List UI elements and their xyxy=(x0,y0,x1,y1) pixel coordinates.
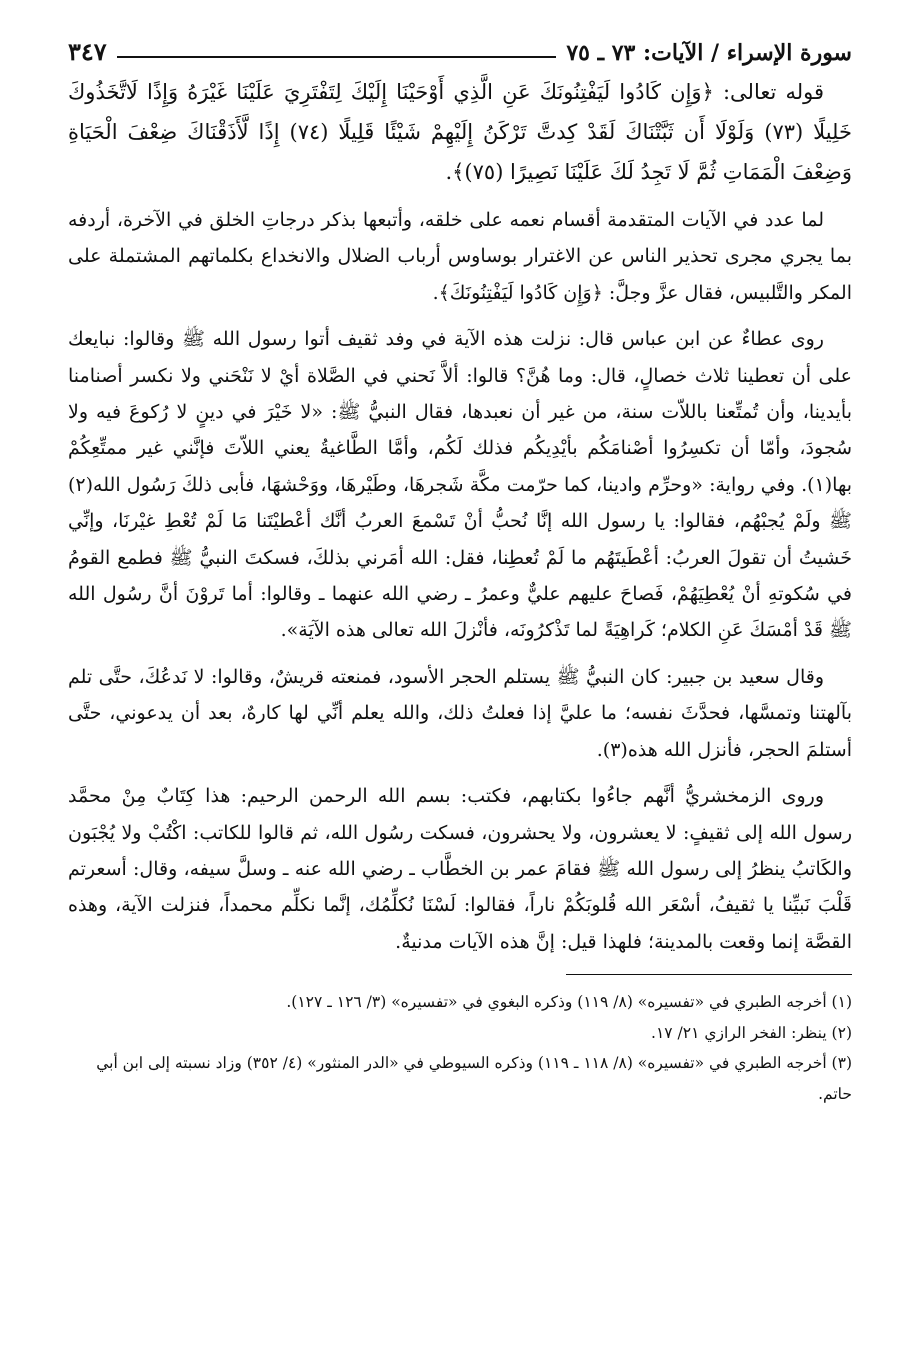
footnotes xyxy=(68,974,852,1109)
running-title: سورة الإسراء / الآيات: ٧٣ ـ ٧٥ xyxy=(566,40,852,66)
page-body xyxy=(68,72,852,960)
page-number: ٣٤٧ xyxy=(68,37,107,66)
body-paragraph: روى عطاءٌ عن ابن عباس قال: نزلت هذه الآية في وفد ثقيف أتوا رسول الله ﷺ وقالوا: نبايعك على أن تعطينا ثلاث خصالٍ، قال: وما هُنَّ؟ قالوا: ألاَّ نَحني في الصَّلاة أيْ لا نَنْحَني ولا نكسر أصنامنا بأيدينا، وأن تُمتِّعنا باللاّت سنة، من غير أن نعبدها، فقال النبيُّ ﷺ: «لا خَيْرَ في دينٍ لا رُكوعَ فيه ولا سُجودَ، وأمّا أن تكسِرُوا أصْنامَكُم بأيْدِيكُم فذلك لَكُم، وأمَّا الطَّاغيةُ يعني اللاّتَ فإنَّني غير ممتِّعِكُمْ بها(١). وفي رواية: «وحرِّم وادينا، كما حرّمت مكَّة شَجرهَا، وطَيْرهَا، ووَحْشهَا، فأبى ذلكَ رَسُول الله(٢) ﷺ ولَمْ يُجبْهُم، فقالوا: يا رسول الله إنَّا نُحبُّ أنْ تَسْمعَ العربُ أنَّك أعْطيْتَنا مَا لَمْ تُعْطِ غيْرنَا، وإنِّي خَشيتُ أن تقولَ العربُ: أعْطَيتَهُم ما لَمْ تُعطِنا، فقل: الله أمَرني بذلكَ، فسكتَ النبيُّ ﷺ فطمع القومُ في سُكوتهِ أنْ يُعْطِيَهُمْ، فَصاحَ عليهم عليٌّ وعمرُ ـ رضي الله عنهما ـ وقالوا: أما تَروْنَ أنَّ رسُول الله ﷺ قَدْ أمْسَكَ عَنِ الكلام؛ كَراهِيَةً لما تَذْكرُونَه، فأنْزلَ الله تعالى هذه الآيَة». xyxy=(68,328,852,642)
footnote: (٣) أخرجه الطبري في «تفسيره» (٨/ ١١٨ ـ ١١٩) وذكره السيوطي في «الدر المنثور» (٤/ ٣٥٢) وزاد نسبته إلى ابن أبي حاتم. xyxy=(96,1054,852,1103)
body-paragraph: لما عدد في الآيات المتقدمة أقسام نعمه على خلقه، وأتبعها بذكر درجاتِ الخلق في الآخرة، أردفه بما يجري مجرى تحذير الناس عن الاغترار بوساوس أرباب الضلال والانخداع بكلماتهم المشتملة على المكر والتَّلبيس، فقال عزَّ وجلَّ: ﴿وَإِن كَادُوا لَيَفْتِنُونَكَ﴾. xyxy=(68,209,852,304)
header-rule xyxy=(117,56,557,58)
body-paragraph: وروى الزمخشريُّ أنَّهم جاءُوا بكتابهم، فكتب: بسم الله الرحمن الرحيم: هذا كِتَابٌ مِنْ محمَّد رسول الله إلى ثقيفٍ: لا يعشرون، ولا يحشرون، فسكت رسُول الله، ثم قالوا للكاتب: اكْتُبْ ولا يُجْبَون والكَاتبُ ينظرُ إلى رسول الله ﷺ فقامَ عمر بن الخطَّاب ـ رضي الله عنه ـ وسلَّ سيفه، وقال: أسعرتم قَلْبَ نَبيِّنا يا ثقيفُ، أسْعَر الله قُلوبَكُمْ ناراً، فقالوا: لَسْنَا نُكلِّمُك، إنَّما نكلِّم محمداً، فنزلت الآية، وهذه القصَّة إنما وقعت بالمدينة؛ فلهذا قيل: إنَّ هذه الآيات مدنيةٌ. xyxy=(68,785,852,953)
footnote: (٢) ينظر: الفخر الرازي ٢١/ ١٧. xyxy=(651,1023,852,1042)
verse-paragraph: قوله تعالى: ﴿وَإِن كَادُوا لَيَفْتِنُونَكَ عَنِ الَّذِي أَوْحَيْنَا إِلَيْكَ لِتَفْتَرِيَ عَلَيْنَا غَيْرَهُ وَإِذًا لَاتَّخَذُوكَ خَلِيلًا (٧٣) وَلَوْلَا أَن ثَبَّتْنَاكَ لَقَدْ كِدتَّ تَرْكَنُ إِلَيْهِمْ شَيْئًا قَلِيلًا (٧٤) إِذًا لَّأَذَقْنَاكَ ضِعْفَ الْحَيَاةِ وَضِعْفَ الْمَمَاتِ ثُمَّ لَا تَجِدُ لَكَ عَلَيْنَا نَصِيرًا (٧٥)﴾. xyxy=(68,80,852,184)
page-header xyxy=(68,26,852,66)
footnote-rule xyxy=(566,974,852,975)
footnote: (١) أخرجه الطبري في «تفسيره» (٨/ ١١٩) وذكره البغوي في «تفسيره» (٣/ ١٢٦ ـ ١٢٧). xyxy=(286,993,852,1012)
body-paragraph: وقال سعيد بن جبير: كان النبيُّ ﷺ يستلم الحجر الأسود، فمنعته قريشٌ، وقالوا: لا نَدعُكَ، حتَّى تلم بآلهتنا وتمسَّها، فحدَّثَ نفسه؛ ما عليَّ إذا فعلتُ ذلك، والله يعلم أنِّي لها كارهٌ، بعد أن يدعوني، حتَّى أستلمَ الحجر، فأنزل الله هذه(٣). xyxy=(68,665,852,761)
